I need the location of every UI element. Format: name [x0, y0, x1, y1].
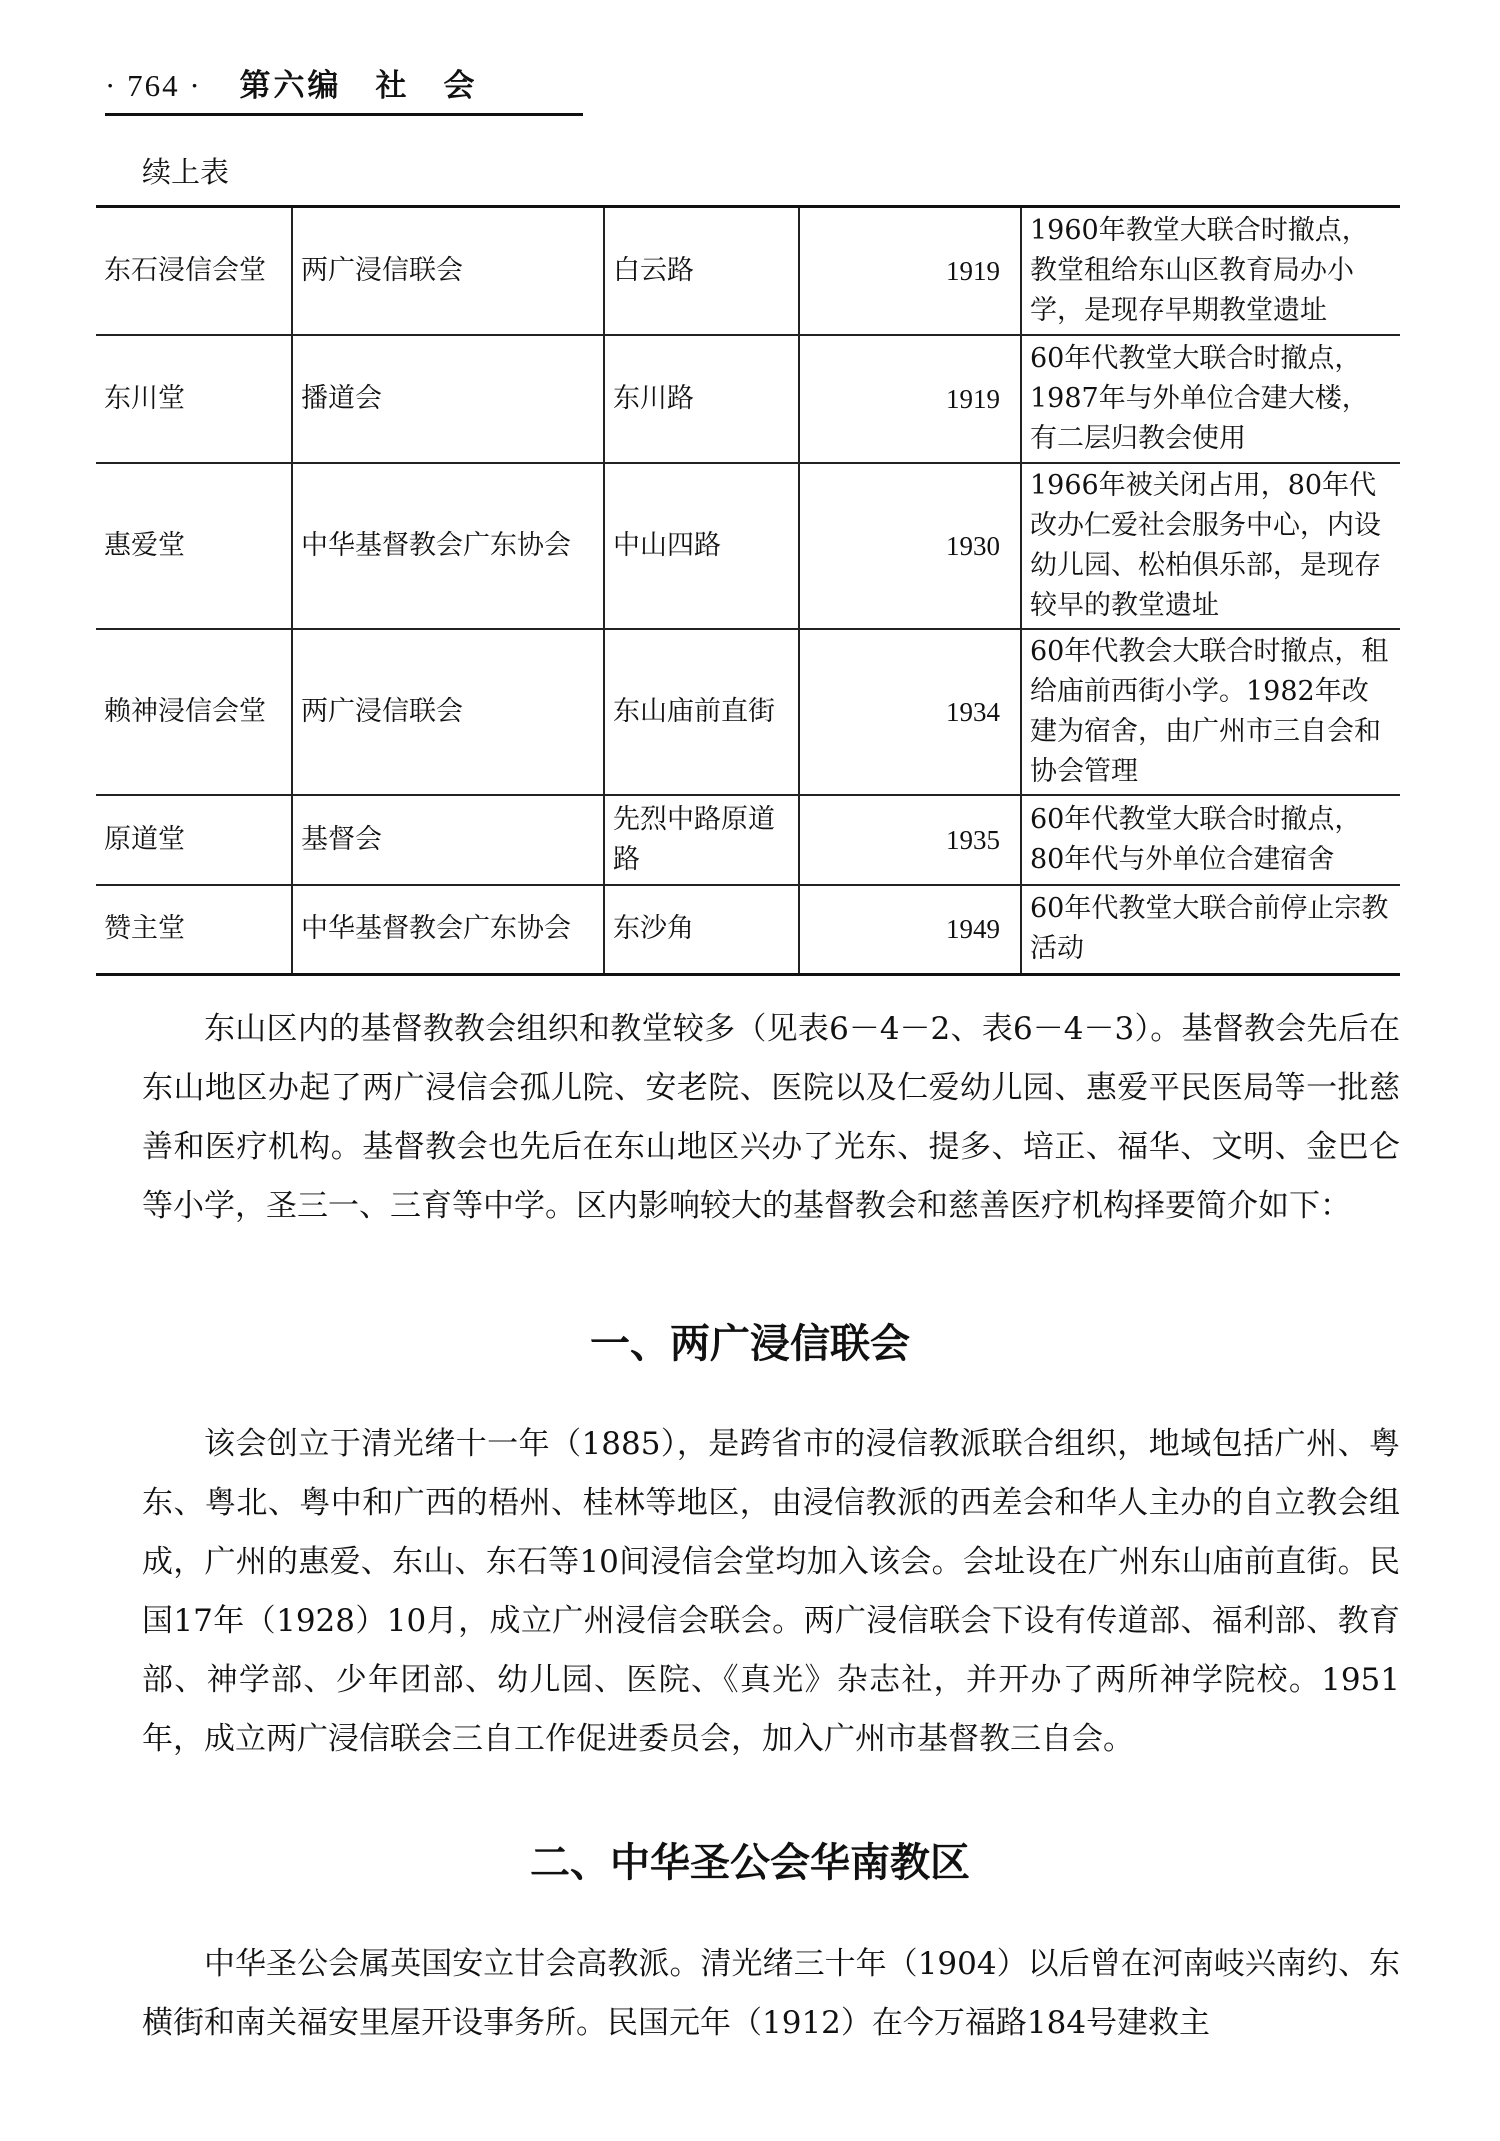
- cell-address: 东川路: [604, 335, 799, 463]
- cell-org: 两广浸信联会: [292, 207, 604, 335]
- page-header: [105, 60, 583, 116]
- cell-note: 60年代教堂大联合时撤点，80年代与外单位合建宿舍: [1021, 795, 1400, 885]
- cell-name: 赞主堂: [96, 885, 292, 975]
- cell-address: 中山四路: [604, 463, 799, 629]
- cell-note: 60年代教会大联合时撤点，租给庙前西街小学。1982年改建为宿舍，由广州市三自会和协会管理: [1021, 629, 1400, 795]
- cell-address: 东沙角: [604, 885, 799, 975]
- cell-year: 1919: [799, 207, 1021, 335]
- cell-name: 东石浸信会堂: [96, 207, 292, 335]
- cell-name: 原道堂: [96, 795, 292, 885]
- cell-note: 1960年教堂大联合时撤点，教堂租给东山区教育局办小学，是现存早期教堂遗址: [1021, 207, 1400, 335]
- cell-year: 1930: [799, 463, 1021, 629]
- cell-org: 中华基督教会广东协会: [292, 885, 604, 975]
- cell-note: 60年代教堂大联合时撤点，1987年与外单位合建大楼，有二层归教会使用: [1021, 335, 1400, 463]
- intro-paragraph: 东山区内的基督教教会组织和教堂较多（见表6－4－2、表6－4－3）。基督教会先后在东山地区办起了两广浸信会孤儿院、安老院、医院以及仁爱幼儿园、惠爱平民医局等一批慈善和医疗机构。基督教会也先后在东山地区兴办了光东、提多、培正、福华、文明、金巴仑等小学，圣三一、三育等中学。区内影响较大的基督教会和慈善医疗机构择要简介如下：: [142, 1011, 1400, 1224]
- cell-note: 1966年被关闭占用，80年代改办仁爱社会服务中心，内设幼儿园、松柏俱乐部，是现存较早的教堂遗址: [1021, 463, 1400, 629]
- cell-year: 1949: [799, 885, 1021, 975]
- cell-year: 1919: [799, 335, 1021, 463]
- table-row: [96, 335, 1400, 463]
- section1-paragraph: 该会创立于清光绪十一年（1885），是跨省市的浸信教派联合组织，地域包括广州、粤东、粤北、粤中和广西的梧州、桂林等地区，由浸信教派的西差会和华人主办的自立教会组成，广州的惠爱、东山、东石等10间浸信会堂均加入该会。会址设在广州东山庙前直街。民国17年（1928）10月，成立广州浸信会联会。两广浸信联会下设有传道部、福利部、教育部、神学部、少年团部、幼儿园、医院、《真光》杂志社，并开办了两所神学院校。1951年，成立两广浸信联会三自工作促进委员会，加入广州市基督教三自会。: [142, 1426, 1400, 1757]
- cell-name: 赖神浸信会堂: [96, 629, 292, 795]
- church-table: [96, 205, 1400, 976]
- continued-label: 续上表: [142, 155, 230, 189]
- table-row: [96, 463, 1400, 629]
- cell-org: 两广浸信联会: [292, 629, 604, 795]
- cell-org: 基督会: [292, 795, 604, 885]
- section-heading-2: 二、中华圣公会华南教区: [530, 1840, 970, 1886]
- table-row: [96, 795, 1400, 885]
- cell-year: 1935: [799, 795, 1021, 885]
- section-heading-1: 一、两广浸信联会: [590, 1321, 910, 1367]
- cell-note: 60年代教堂大联合前停止宗教活动: [1021, 885, 1400, 975]
- cell-org: 播道会: [292, 335, 604, 463]
- cell-name: 惠爱堂: [96, 463, 292, 629]
- chapter-title: 第六编 社 会: [239, 68, 478, 104]
- table-row: [96, 885, 1400, 975]
- cell-org: 中华基督教会广东协会: [292, 463, 604, 629]
- table-row: [96, 629, 1400, 795]
- cell-year: 1934: [799, 629, 1021, 795]
- table-row: [96, 207, 1400, 335]
- page-number: · 764 ·: [105, 68, 202, 103]
- cell-address: 白云路: [604, 207, 799, 335]
- cell-address: 先烈中路原道路: [604, 795, 799, 885]
- cell-name: 东川堂: [96, 335, 292, 463]
- section2-paragraph: 中华圣公会属英国安立甘会高教派。清光绪三十年（1904）以后曾在河南岐兴南约、东横街和南关福安里屋开设事务所。民国元年（1912）在今万福路184号建救主: [142, 1946, 1400, 2041]
- cell-address: 东山庙前直街: [604, 629, 799, 795]
